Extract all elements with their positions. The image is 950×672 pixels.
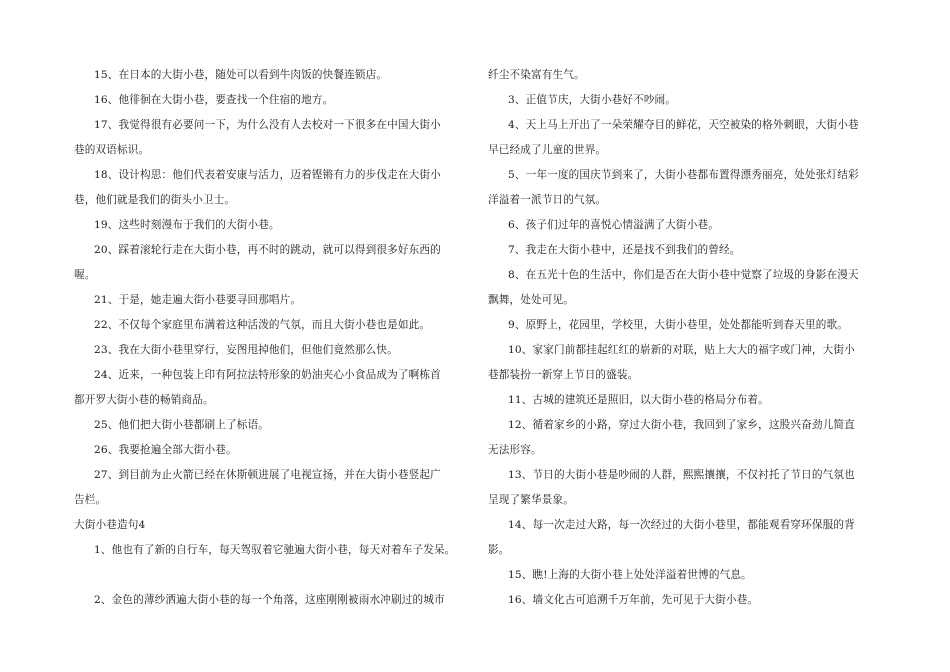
text-line: 呈现了繁华景象。 [488, 494, 574, 506]
text-line: 15、瞧!上海的大街小巷上处处洋溢着世博的气息。 [508, 569, 752, 581]
section-heading: 大街小巷造句4 [74, 519, 146, 531]
text-line: 24、近来，一种包装上印有阿拉法特形象的奶油夹心小食品成为了啊栋首 [94, 369, 441, 381]
text-line: 25、他们把大街小巷都刷上了标语。 [94, 419, 269, 431]
text-line: 17、我觉得很有必要问一下，为什么没有人去校对一下很多在中国大街小 [94, 119, 441, 131]
text-line: 告栏。 [74, 494, 107, 506]
text-line: 巷的双语标识。 [74, 144, 150, 156]
text-line: 22、不仅每个家庭里布满着这种活泼的气氛，而且大街小巷也是如此。 [94, 319, 431, 331]
text-line: 巷都装扮一新穿上节日的盛装。 [488, 369, 639, 381]
text-line: 18、设计构思：他们代表着安康与活力，迈着铿锵有力的步伐走在大街小 [94, 169, 441, 181]
text-line: 纤尘不染富有生气。 [488, 69, 585, 81]
text-line: 23、我在大街小巷里穿行，妄图甩掉他们，但他们竟然那么快。 [94, 344, 398, 356]
text-line: 27、到目前为止火箭已经在休斯顿进展了电视宣扬，并在大街小巷竖起广 [94, 469, 441, 481]
text-line: 5、一年一度的国庆节到来了，大街小巷都布置得漂秀丽亮，处处张灯结彩 [508, 169, 859, 181]
text-line: 早已经成了儿童的世界。 [488, 144, 607, 156]
text-line: 21、于是，她走遍大街小巷要寻回那唱片。 [94, 294, 302, 306]
text-line: 14、每一次走过大路，每一次经过的大街小巷里，都能观看穿环保服的背 [508, 519, 855, 531]
text-line: 10、家家门前都挂起红红的崭新的对联，贴上大大的福字或门神，大街小 [508, 344, 855, 356]
text-line: 飘舞，处处可见。 [488, 294, 574, 306]
text-line: 16、他徘徊在大街小巷，要查找一个住宿的地方。 [94, 94, 334, 106]
text-line: 9、原野上，花园里，学校里，大街小巷里，处处都能听到春天里的歌。 [508, 319, 848, 331]
text-line: 11、古城的建筑还是照旧，以大街小巷的格局分布着。 [508, 394, 769, 406]
text-line: 无法形容。 [488, 444, 542, 456]
text-line: 巷，他们就是我们的街头小卫士。 [74, 194, 236, 206]
text-line: 26、我要抢遍全部大街小巷。 [94, 444, 237, 456]
text-line: 洋溢着一派节日的气氛。 [488, 194, 607, 206]
text-line: 13、节日的大街小巷是吵闹的人群，熙熙攘攘，不仅衬托了节日的气氛也 [508, 469, 855, 481]
text-line: 8、在五光十色的生活中，你们是否在大街小巷中觉察了垃圾的身影在漫天 [508, 269, 859, 281]
text-line: 4、天上马上开出了一朵荣耀夺目的鲜花，天空被染的格外刺眼，大街小巷 [508, 119, 859, 131]
text-line: 20、踩着滚轮行走在大街小巷，再不时的跳动，就可以得到很多好东西的 [94, 244, 441, 256]
text-line: 12、循着家乡的小路，穿过大街小巷，我回到了家乡，这股兴奋劲儿简直 [508, 419, 855, 431]
text-line: 15、在日本的大街小巷，随处可以看到牛肉饭的快餐连锁店。 [94, 69, 388, 81]
text-line: 16、墙文化古可追溯千万年前，先可见于大街小巷。 [508, 594, 759, 606]
text-line: 影。 [488, 544, 510, 556]
text-line: 19、这些时刻漫布于我们的大街小巷。 [94, 219, 280, 231]
text-line: 1、他也有了新的自行车，每天驾驭着它驰遍大街小巷，每天对着车子发呆。 [94, 544, 456, 556]
text-line: 喔。 [74, 269, 96, 281]
text-line: 7、我走在大街小巷中，还是找不到我们的曾经。 [508, 244, 741, 256]
text-line: 2、金色的薄纱洒遍大街小巷的每一个角落，这座刚刚被雨水冲刷过的城市 [94, 594, 445, 606]
text-line: 3、正值节庆，大街小巷好不吵闹。 [508, 94, 677, 106]
text-line: 都开罗大街小巷的畅销商品。 [74, 394, 214, 406]
text-line: 6、孩子们过年的喜悦心情溢满了大街小巷。 [508, 219, 720, 231]
